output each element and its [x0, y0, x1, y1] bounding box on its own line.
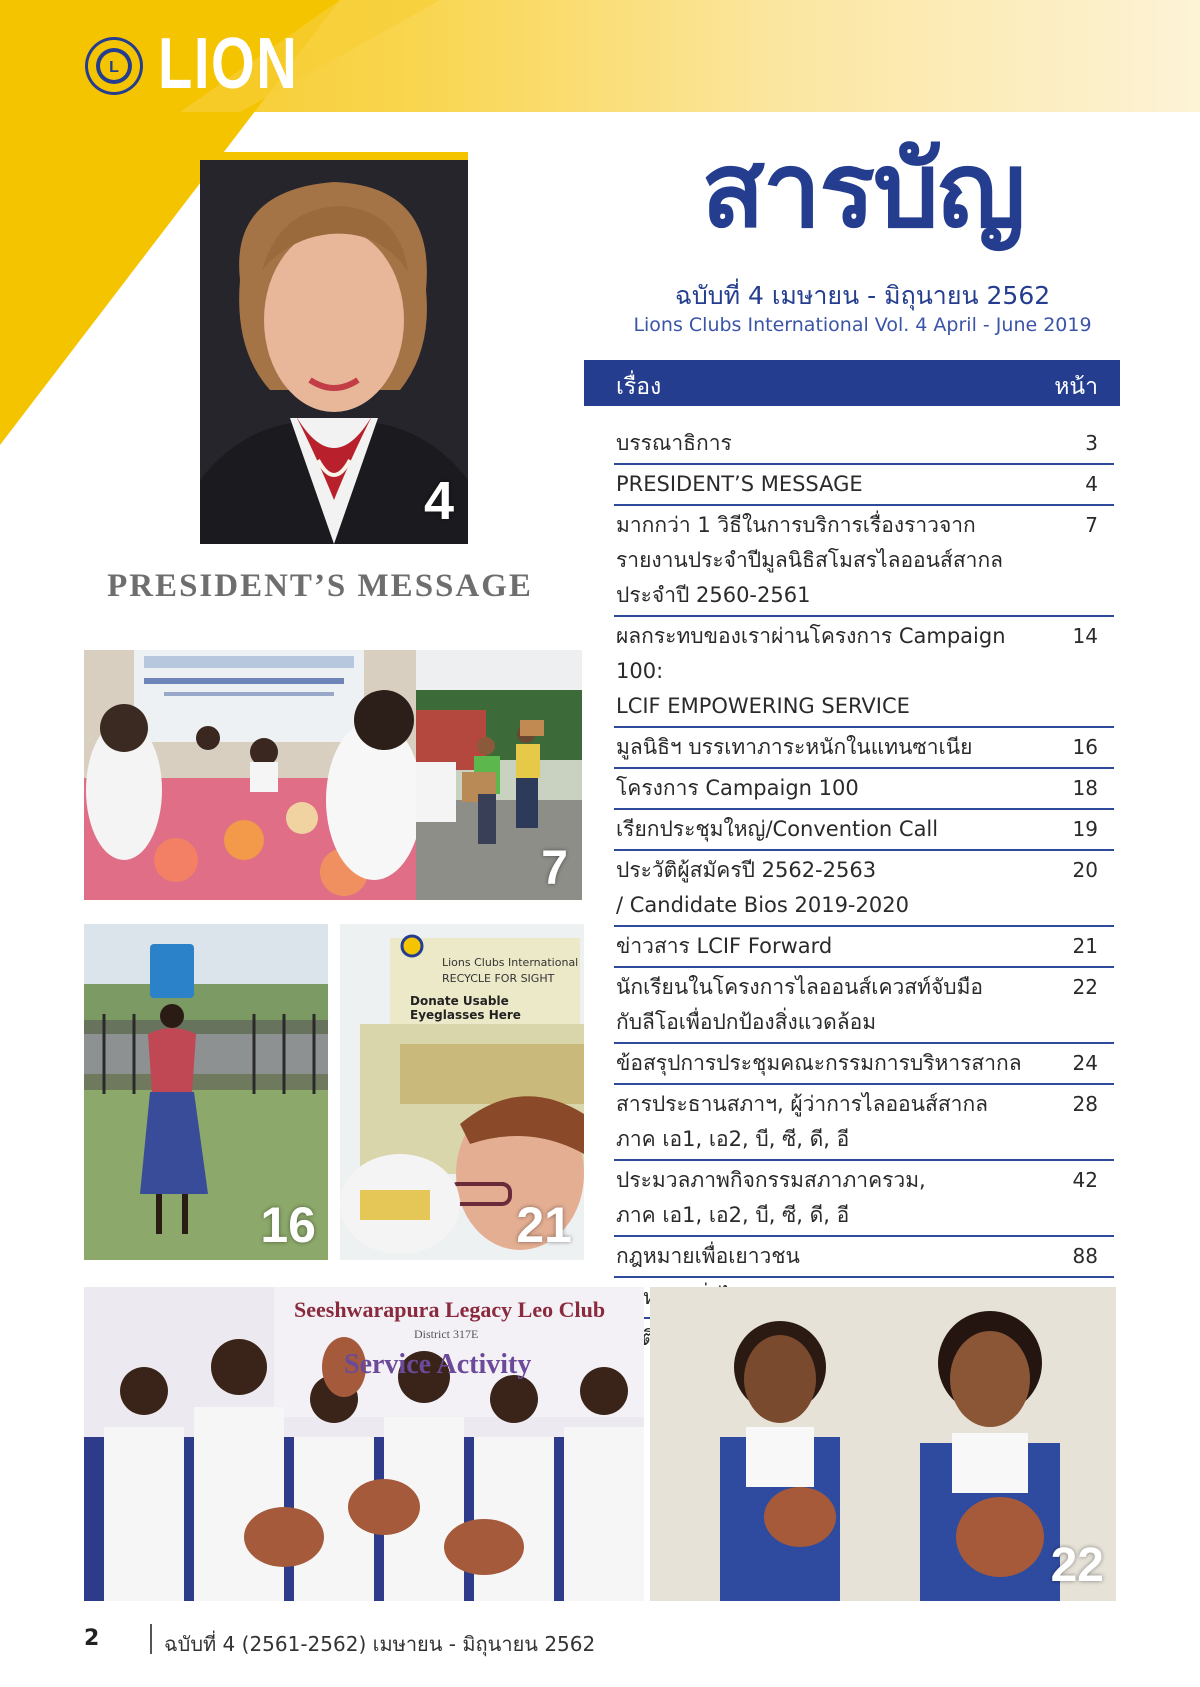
toc-row[interactable] [614, 968, 1114, 1044]
leo-banner-title: Seeshwarapura Legacy Leo Club [294, 1297, 606, 1322]
toc-row[interactable] [614, 1237, 1114, 1278]
photo-volunteers [416, 650, 582, 900]
leo-banner-activity: Service Activity [344, 1349, 532, 1380]
issue-label-english: Lions Clubs International Vol. 4 April - June 2019 [633, 314, 1092, 336]
toc-row-page: 18 [1072, 776, 1098, 800]
president-portrait [200, 152, 468, 544]
toc-row-title: นักเรียนในโครงการไลออนส์เควสท์จับมือ กับลีโอเพื่อปกป้องสิ่งแวดล้อม [616, 975, 984, 1034]
toc-row-page: 21 [1072, 934, 1098, 958]
toc-row-page: 7 [1085, 513, 1098, 537]
photo-page-number: 22 [1050, 1539, 1104, 1592]
photo-feeding-program [84, 650, 416, 900]
toc-row-title: ข่าวสาร LCIF Forward [616, 934, 833, 958]
toc-row[interactable] [614, 1085, 1114, 1161]
toc-row-title: ข้อสรุปการประชุมคณะกรรมการบริหารสากล [616, 1051, 1022, 1075]
svg-text:L: L [109, 59, 119, 76]
toc-row-title: มากกว่า 1 วิธีในการบริการเรื่องราวจาก รายงานประจำปีมูลนิธิสโมสรไลออนส์สากล ประจำปี 2560-2561 [616, 513, 1004, 607]
toc-row-title: กฎหมายเพื่อเยาวชน [616, 1244, 800, 1268]
toc-row[interactable] [614, 1044, 1114, 1085]
toc-list [614, 424, 1114, 1358]
photo-recycle-for-sight [340, 924, 584, 1260]
toc-row-title: PRESIDENT’S MESSAGE [616, 472, 863, 496]
president-message-caption: PRESIDENT’S MESSAGE [107, 568, 533, 604]
toc-header-page: หน้า [1054, 374, 1098, 400]
toc-row[interactable] [614, 851, 1114, 927]
toc-row[interactable] [614, 810, 1114, 851]
recycle-sign-line3: Donate Usable Eyeglasses Here [410, 994, 521, 1022]
toc-row-title: ผลกระทบของเราผ่านโครงการ Campaign 100: LCIF EMPOWERING SERVICE [616, 624, 1006, 718]
toc-row[interactable] [614, 1161, 1114, 1237]
toc-row-page: 19 [1072, 817, 1098, 841]
recycle-sign-line2: RECYCLE FOR SIGHT [442, 972, 555, 985]
photo-page-number: 7 [541, 842, 568, 895]
toc-row-title: ประวัติผู้สมัครปี 2562-2563 / Candidate Bios 2019-2020 [616, 858, 909, 917]
toc-row-page: 88 [1072, 1244, 1098, 1268]
toc-row[interactable] [614, 927, 1114, 968]
toc-row-title: เรียกประชุมใหญ่/Convention Call [616, 817, 939, 841]
photo-leo-club-girls [650, 1287, 1116, 1601]
footer-issue-text: ฉบับที่ 4 (2561-2562) เมษายน - มิถุนายน 2562 [164, 1632, 596, 1656]
toc-row[interactable] [614, 506, 1114, 617]
toc-row-page: 14 [1072, 624, 1098, 648]
toc-row[interactable] [614, 617, 1114, 728]
toc-row-page: 28 [1072, 1092, 1098, 1116]
leo-banner-district: District 317E [414, 1327, 479, 1341]
feature-page-number: 4 [423, 471, 454, 531]
lions-emblem-icon [84, 36, 144, 96]
toc-row-page: 42 [1072, 1168, 1098, 1192]
toc-row[interactable] [614, 769, 1114, 810]
toc-row-page: 22 [1072, 975, 1098, 999]
toc-row-page: 4 [1085, 472, 1098, 496]
toc-row-title: โครงการ Campaign 100 [616, 776, 859, 800]
toc-row-page: 20 [1072, 858, 1098, 882]
issue-label-thai: ฉบับที่ 4 เมษายน - มิถุนายน 2562 [674, 281, 1051, 310]
recycle-sign-line1: Lions Clubs International [442, 956, 579, 969]
toc-row-title: สารประธานสภาฯ, ผู้ว่าการไลออนส์สากล ภาค เอ1, เอ2, บี, ซี, ดี, อี [616, 1092, 989, 1151]
brand-wordmark: LION [158, 24, 299, 104]
toc-row-page: 16 [1072, 735, 1098, 759]
photo-page-number: 16 [260, 1197, 316, 1253]
toc-row[interactable] [614, 465, 1114, 506]
photo-page-number: 21 [516, 1197, 572, 1253]
toc-header-story: เรื่อง [616, 374, 662, 400]
toc-row-title: บรรณาธิการ [616, 431, 732, 455]
toc-row-title: ประมวลภาพกิจกรรมสภาภาครวม, ภาค เอ1, เอ2, บี, ซี, ดี, อี [616, 1168, 926, 1227]
toc-header [584, 360, 1120, 406]
footer-divider [150, 1624, 152, 1654]
toc-row-title: มูลนิธิฯ บรรเทาภาระหนักในแทนซาเนีย [616, 735, 973, 759]
footer-page-number: 2 [84, 1626, 100, 1651]
toc-row[interactable] [614, 424, 1114, 465]
page-title: สารบัญ [701, 129, 1024, 251]
toc-row[interactable] [614, 728, 1114, 769]
toc-row-page: 3 [1085, 431, 1098, 455]
toc-row-page: 24 [1072, 1051, 1098, 1075]
photo-tanzania-water [84, 924, 328, 1260]
photo-leo-club-students [84, 1287, 644, 1601]
